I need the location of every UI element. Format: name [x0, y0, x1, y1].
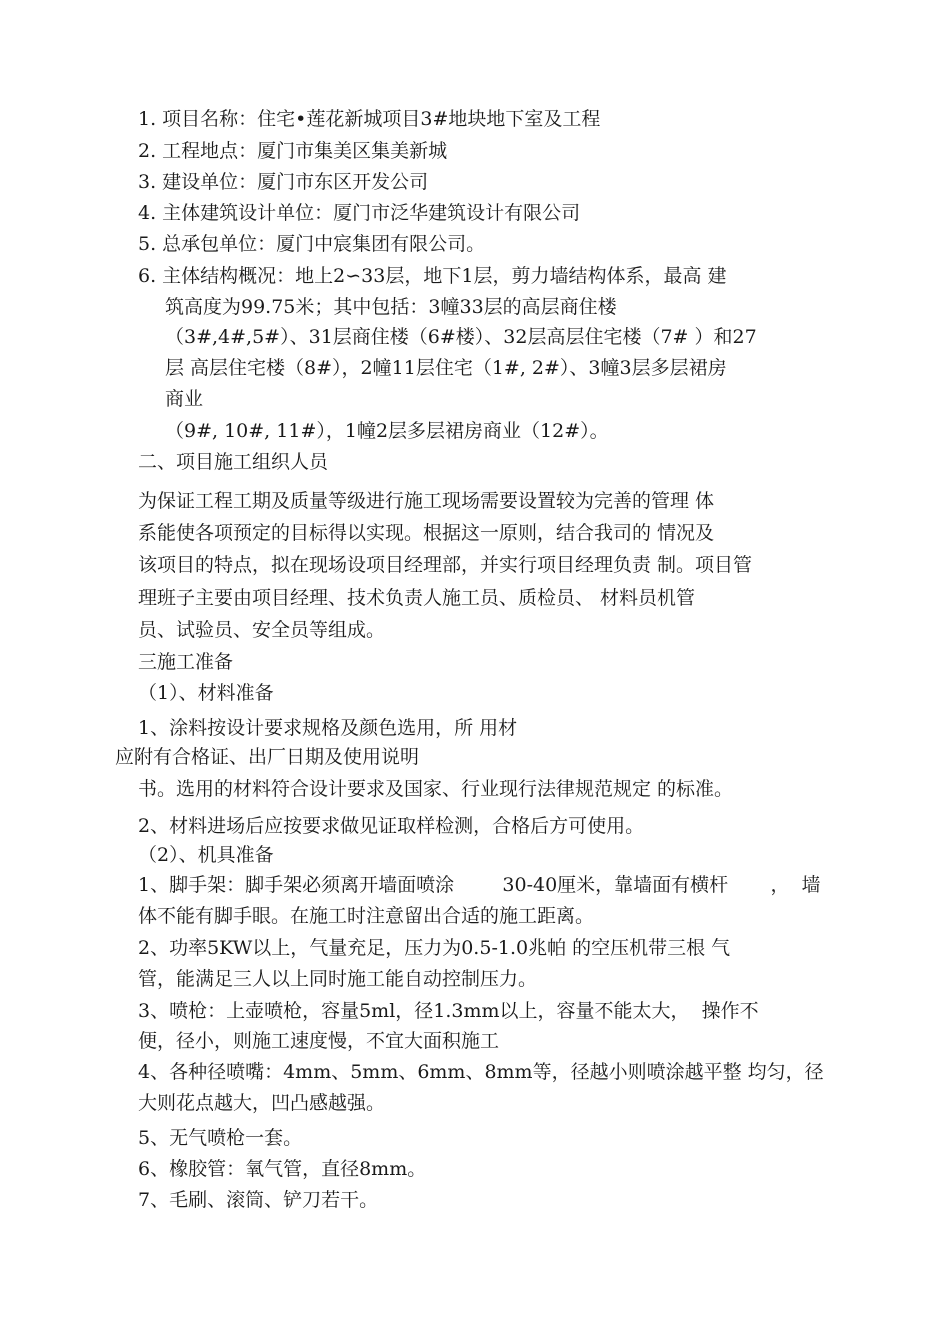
contractor-line: 5. 总承包单位：厦门中宸集团有限公司。 [138, 233, 486, 255]
equipment-line: 6、橡胶管：氧气管，直径8mm。 [138, 1158, 427, 1180]
structure-line: （9#, 10#, 11#），1幢2层多层裙房商业（12#）。 [165, 420, 609, 442]
paragraph-line: 理班子主要由项目经理、技术负责人施工员、质检员、 材料员机管 [138, 587, 696, 609]
equipment-line: 1、脚手架：脚手架必须离开墙面喷涂 30-40厘米，靠墙面有横杆 ， 墙 [138, 874, 821, 896]
structure-line: 6. 主体结构概况：地上2∽33层，地下1层，剪力墙结构体系，最高 建 [138, 265, 727, 287]
paragraph-line: 为保证工程工期及质量等级进行施工现场需要设置较为完善的管理 体 [138, 490, 715, 512]
subheading-materials: （1）、材料准备 [138, 682, 274, 704]
structure-line: 商业 [165, 388, 204, 410]
equipment-line: 大则花点越大，凹凸感越强。 [138, 1092, 386, 1114]
project-name-line: 1. 项目名称：住宅•莲花新城项目3#地块地下室及工程 [138, 108, 601, 130]
materials-line: 书。选用的材料符合设计要求及国家、行业现行法律规范规定 的标准。 [138, 778, 734, 800]
equipment-line: 5、无气喷枪一套。 [138, 1127, 303, 1149]
equipment-line: 2、功率5KW以上，气量充足，压力为0.5-1.0兆帕 的空压机带三根 气 [138, 937, 731, 959]
paragraph-line: 系能使各项预定的目标得以实现。根据这一原则，结合我司的 情况及 [138, 522, 715, 544]
section-heading-2: 二、项目施工组织人员 [138, 451, 329, 473]
equipment-line: 管，能满足三人以上同时施工能自动控制压力。 [138, 968, 538, 990]
materials-line: 2、材料进场后应按要求做见证取样检测，合格后方可使用。 [138, 815, 645, 837]
structure-line: 筑高度为99.75米；其中包括：3幢33层的高层商住楼 [165, 296, 617, 318]
materials-line: 1、涂料按设计要求规格及颜色选用，所 用材 [138, 717, 518, 739]
equipment-line: 便，径小，则施工速度慢，不宜大面积施工 [138, 1030, 500, 1052]
structure-line: （3#,4#,5#）、31层商住楼（6#楼）、32层高层住宅楼（7# ）和27 [165, 326, 757, 348]
equipment-line: 7、毛刷、滚筒、铲刀若干。 [138, 1189, 379, 1211]
equipment-line: 4、各种径喷嘴：4mm、5mm、6mm、8mm等，径越小则喷涂越平整 均匀，径 [138, 1061, 824, 1083]
paragraph-line: 员、试验员、安全员等组成。 [138, 619, 386, 641]
subheading-equipment: （2）、机具准备 [138, 844, 274, 866]
project-location-line: 2. 工程地点：厦门市集美区集美新城 [138, 140, 448, 162]
equipment-line: 体不能有脚手眼。在施工时注意留出合适的施工距离。 [138, 905, 595, 927]
section-heading-3: 三施工准备 [138, 651, 234, 673]
structure-line: 层 高层住宅楼（8#），2幢11层住宅（1#, 2#）、3幢3层多层裙房 [165, 357, 727, 379]
designer-line: 4. 主体建筑设计单位：厦门市泛华建筑设计有限公司 [138, 202, 581, 224]
paragraph-line: 该项目的特点，拟在现场设项目经理部，并实行项目经理负责 制。项目管 [138, 554, 753, 576]
client-line: 3. 建设单位：厦门市东区开发公司 [138, 171, 429, 193]
materials-line: 应附有合格证、出厂日期及使用说明 [115, 746, 420, 768]
equipment-line: 3、喷枪：上壶喷枪，容量5ml，径1.3mm以上，容量不能太大， 操作不 [138, 1000, 759, 1022]
